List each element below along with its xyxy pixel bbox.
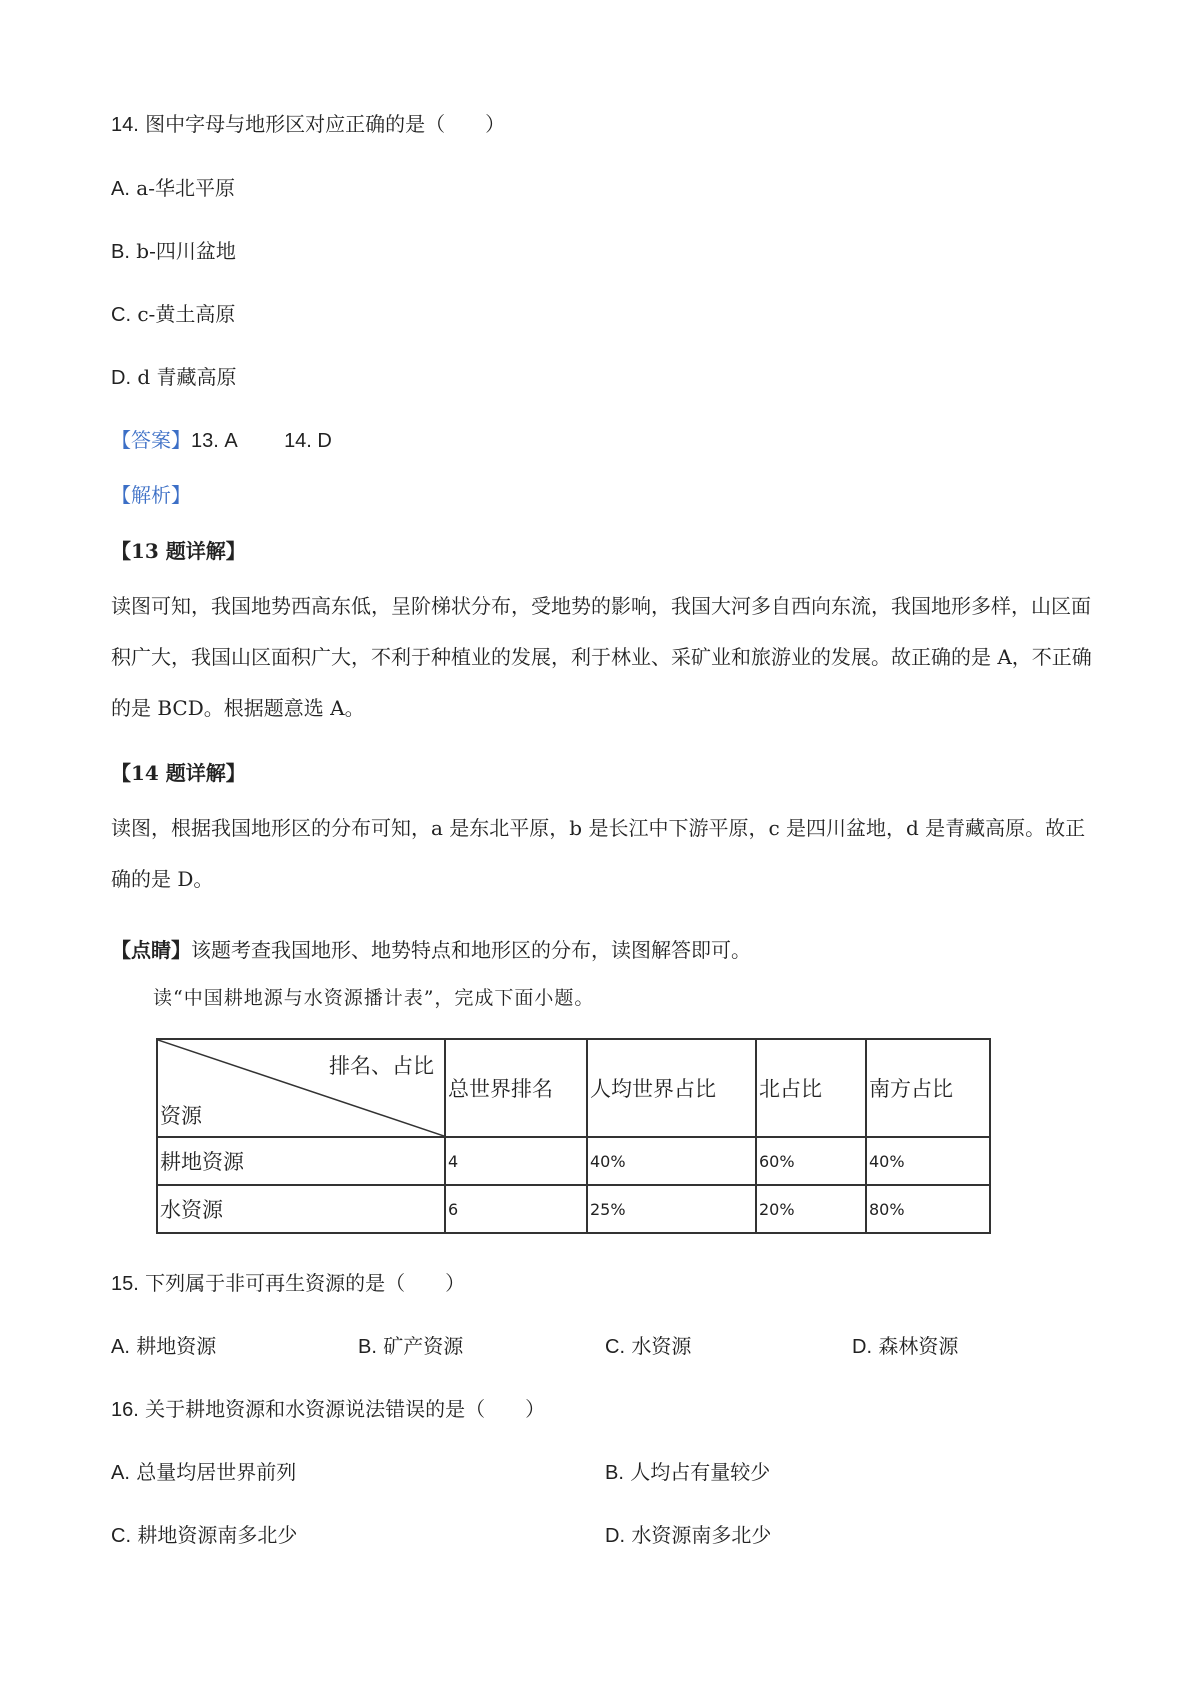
q15-option-b xyxy=(358,1332,463,1361)
table-intro: 读“中国耕地源与水资源播计表”，完成下面小题。 xyxy=(153,987,595,1009)
table-cell: 25% xyxy=(587,1185,756,1233)
detail-14-title: 【14 题详解】 xyxy=(111,761,246,785)
table-row-label: 水资源 xyxy=(157,1185,445,1233)
table-cell: 4 xyxy=(445,1137,587,1185)
resource-table xyxy=(156,1038,991,1234)
option-text: c-黄土高原 xyxy=(137,302,236,326)
option-letter: B. xyxy=(358,1336,377,1358)
table-cell: 60% xyxy=(756,1137,866,1185)
option-letter: C. xyxy=(605,1336,625,1358)
option-text: 矿产资源 xyxy=(383,1334,464,1358)
option-text: 总量均居世界前列 xyxy=(136,1460,297,1484)
option-text: 人均占有量较少 xyxy=(630,1460,771,1484)
question-number: 16. xyxy=(111,1399,139,1421)
tip-text: 该题考查我国地形、地势特点和地形区的分布，读图解答即可。 xyxy=(191,938,751,962)
q16-option-c xyxy=(111,1521,297,1550)
option-text: 耕地资源 xyxy=(136,1334,217,1358)
q15-option-d xyxy=(852,1332,958,1361)
answer-line xyxy=(111,426,332,455)
option-letter: A. xyxy=(111,178,130,200)
option-letter: B. xyxy=(605,1462,624,1484)
tip-label: 【点睛】 xyxy=(111,938,191,962)
detail-13-text: 读图可知，我国地势西高东低，呈阶梯状分布，受地势的影响，我国大河多自西向东流，我国地形多样，山区面积广大，我国山区面积广大，不利于种植业的发展，利于林业、采矿业和旅游业的发展。故正确的是 A，不正确的是 BCD。根据题意选 A。 xyxy=(111,594,1092,720)
option-text: 水资源 xyxy=(631,1334,692,1358)
table-cell: 6 xyxy=(445,1185,587,1233)
option-text: 水资源南多北少 xyxy=(631,1523,772,1547)
question-text: 图中字母与地形区对应正确的是（ ） xyxy=(145,112,506,136)
table-row-label: 耕地资源 xyxy=(157,1137,445,1185)
question-text: 关于耕地资源和水资源说法错误的是（ ） xyxy=(145,1397,546,1421)
q16-option-d xyxy=(605,1521,771,1550)
option-text: a-华北平原 xyxy=(136,176,235,200)
option-letter: A. xyxy=(111,1462,130,1484)
table-cell: 40% xyxy=(866,1137,990,1185)
table-header-row xyxy=(157,1039,990,1137)
analysis-label: 【解析】 xyxy=(111,483,191,507)
question-number: 15. xyxy=(111,1273,139,1295)
option-text: b-四川盆地 xyxy=(136,239,236,263)
q16-option-b xyxy=(605,1458,770,1487)
question-number: 14. xyxy=(111,114,139,136)
table-row xyxy=(157,1137,990,1185)
answer-13: 13. A xyxy=(191,430,238,452)
q14-option-d xyxy=(111,363,237,392)
answer-14: 14. D xyxy=(284,430,332,452)
option-text: 森林资源 xyxy=(878,1334,959,1358)
answer-label: 【答案】 xyxy=(111,428,191,452)
option-text: 耕地资源南多北少 xyxy=(137,1523,298,1547)
q14-option-b xyxy=(111,237,236,266)
table-corner-cell xyxy=(157,1039,445,1137)
option-letter: D. xyxy=(605,1525,625,1547)
table-header-cell: 北占比 xyxy=(756,1039,866,1137)
q15-option-a xyxy=(111,1332,216,1361)
table-cell: 20% xyxy=(756,1185,866,1233)
table-row xyxy=(157,1185,990,1233)
option-letter: C. xyxy=(111,304,131,326)
option-letter: A. xyxy=(111,1336,130,1358)
table-cell: 40% xyxy=(587,1137,756,1185)
option-letter: D. xyxy=(852,1336,872,1358)
question-text: 下列属于非可再生资源的是（ ） xyxy=(145,1271,466,1295)
q14-option-a xyxy=(111,174,235,203)
tip-line xyxy=(111,936,751,964)
q14-option-c xyxy=(111,300,235,329)
table-cell: 80% xyxy=(866,1185,990,1233)
option-letter: B. xyxy=(111,241,130,263)
table-header-cell: 人均世界占比 xyxy=(587,1039,756,1137)
table-header-cell: 总世界排名 xyxy=(445,1039,587,1137)
question-16-stem xyxy=(111,1395,545,1424)
option-letter: C. xyxy=(111,1525,131,1547)
question-15-stem xyxy=(111,1269,465,1298)
option-letter: D. xyxy=(111,367,131,389)
q16-option-a xyxy=(111,1458,296,1487)
q15-option-c xyxy=(605,1332,691,1361)
detail-14-text: 读图，根据我国地形区的分布可知，a 是东北平原，b 是长江中下游平原，c 是四川盆地，d 是青藏高原。故正确的是 D。 xyxy=(111,816,1086,891)
question-14-stem xyxy=(111,110,505,139)
table-header-cell: 南方占比 xyxy=(866,1039,990,1137)
corner-bottom-label: 资源 xyxy=(160,1104,202,1128)
corner-top-label: 排名、占比 xyxy=(329,1054,434,1078)
detail-13-title: 【13 题详解】 xyxy=(111,539,246,563)
option-text: d 青藏高原 xyxy=(137,365,237,389)
